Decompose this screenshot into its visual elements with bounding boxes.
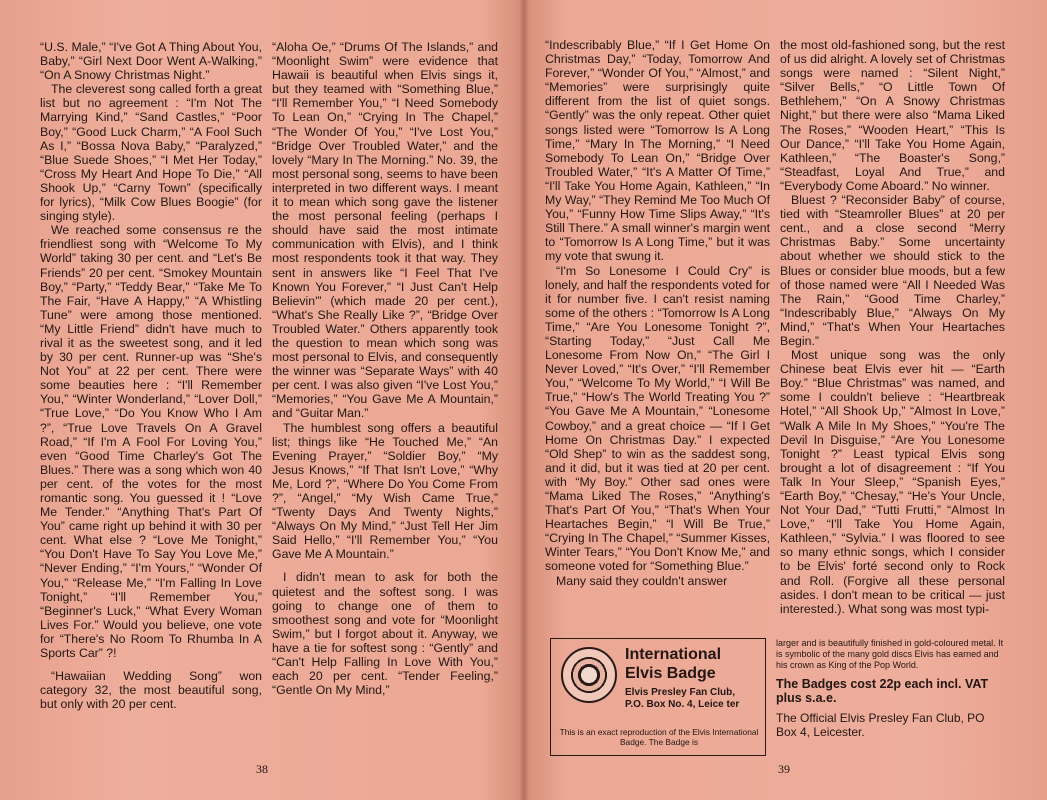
- paragraph: “U.S. Male,” “I've Got A Thing About You, Baby,” “Girl Next Door Went A-Walking,” “On A Snowy Christmas Night.”: [40, 40, 262, 83]
- ad-order-address: The Official Elvis Presley Fan Club, PO Box 4, Leicester.: [776, 711, 985, 739]
- ad-club-line: P.O. Box No. 4, Leice ter: [625, 699, 740, 710]
- page-gutter: [519, 0, 529, 800]
- paragraph: Most unique song was the only Chinese beat Elvis ever hit — “Earth Boy.” “Blue Christmas” was named, and some I couldn't believe : “Heartbreak Hotel,” “All Shook Up,” “Almost In Love,” “Walk A Mile In My Shoes,” “You're The Devil In Disguise,” “Are You Lonesome Tonight ?” Least typical Elvis song brought a lot of disagreement : “If You Talk In Your Sleep,” “Spanish Eyes,” “Earth Boy,” “Chesay,” “He's Your Uncle, Not Your Dad,” “Tutti Frutti,” “Almost In Love,” “I'll Take You Home Again, Kathleen,” “Sylvia.” I was floored to see so many ethnic songs, which I consider to be Elvis' forté second only to Rock and Roll. (Forgive all these personal asides. I don't mean to be critical — just interested.). What song was most typi-: [780, 348, 1005, 616]
- page-number-left: 38: [256, 762, 268, 776]
- left-page-column-2: [272, 40, 498, 760]
- ad-club-line: Elvis Presley Fan Club,: [625, 687, 736, 698]
- badge-emblem-icon: [561, 647, 617, 703]
- badge-advertisement: [550, 638, 766, 756]
- right-page-column-2: [780, 38, 1005, 634]
- paragraph: “Aloha Oe,” “Drums Of The Islands,” and “Moonlight Swim” were evidence that Hawaii is beautiful when Elvis sings it, but they teamed with “Something Blue,” “I'll Remember You,” “I Need Somebody To Lean On,” “Crying In The Chapel,” “The Wonder Of You,” “I've Lost You,” “Bridge Over Troubled Water,” and the lovely “Mary In The Morning.” No. 39, the most personal song, seems to have been interpreted in two different ways. I meant it to mean which song gave the listener the most personal feeling (perhaps I should have said the most intimate communication with Elvis), and I think most respondents took it that way. They sent in answers like “I Feel That I've Known You Forever,” “I Just Can't Help Believin'” (which made 20 per cent.), “What's She Really Like ?”, “Bridge Over Troubled Water.” Others apparently took the question to mean which song was most personal to Elvis, and consequently the winner was “Separate Ways” with 40 per cent. I was also given “I've Lost You,” “Memories,” “You Gave Me A Mountain,” and “Guitar Man.”: [272, 40, 498, 421]
- badge-advertisement-details: [776, 638, 1008, 756]
- paragraph: I didn't mean to ask for both the quietest and the softest song. I was going to change one of them to smoothest song and vote for “Moonlight Swim,” but I forgot about it. Anyway, we have a tie for softest song : “Gently” and “Can't Help Falling In Love With You,” each 20 per cent. “Tender Feeling,” “Gentle On My Mind,”: [272, 570, 498, 698]
- ad-club-address: [625, 687, 761, 711]
- paragraph: The humblest song offers a beautiful list; things like “He Touched Me,” “An Evening Prayer,” “Soldier Boy,” “My Jesus Knows,” “If That Isn't Love,” “Why Me, Lord ?”, “Where Do You Come From ?”, “Angel,” “My Wish Came True,” “Twenty Days And Twenty Nights,” “Always On My Mind,” “Just Tell Her Jim Said Hello,” “I'll Remember You,” “You Gave Me A Mountain.”: [272, 420, 498, 562]
- page-number-right: 39: [778, 762, 790, 776]
- paragraph: Bluest ? “Reconsider Baby” of course, tied with “Steamroller Blues” at 20 per cent., and a close second “Merry Christmas Baby.” Some uncertainty about whether we should stick to the Blues or consider blue moods, but a few of those named were “All I Needed Was The Rain,” “Good Time Charley,” “Indescribably Blue,” “Always On My Mind,” “That's When Your Heartaches Begin.”: [780, 193, 1005, 348]
- paragraph: the most old-fashioned song, but the rest of us did alright. A lovely set of Christmas songs were named : “Silent Night,” “Silver Bells,” “O Little Town Of Bethlehem,” “On A Snowy Christmas Night,” but there were also “Mama Liked The Roses,” “Wooden Heart,” “This Is Our Dance,” “I'll Take You Home Again, Kathleen,” “The Boaster's Song,” “Steadfast, Loyal And True,” and “Everybody Come Aboard.” No winner.: [780, 38, 1005, 193]
- paragraph: The cleverest song called forth a great list but no agreement : “I'm Not The Marrying Kind,” “Sand Castles,” “Poor Boy,” “Good Luck Charm,” “A Fool Such As I,” “Bossa Nova Baby,” “Paralyzed,” “Blue Suede Shoes,” “I Met Her Today,” “Cross My Heart And Hope To Die,” “All Shook Up,” “Carny Town” (specifically for lyrics), “Milk Cow Blues Boogie” (for singing style).: [40, 82, 262, 224]
- ad-caption: This is an exact reproduction of the Elvis International Badge. The Badge is: [559, 727, 759, 747]
- ad-price: The Badges cost 22p each incl. VAT plus s.a.e.: [776, 677, 989, 705]
- left-page-column-1: [40, 40, 262, 760]
- paragraph: We reached some consensus re the friendliest song with “Welcome To My World” taking 30 per cent. and “Let's Be Friends” 20 per cent. “Smokey Mountain Boy,” “Party,” “Teddy Bear,” “Take Me To The Fair, “Have A Happy,” “A Whistling Tune” were among those mentioned. “My Little Friend” didn't have much to rival it as the sweetest song, and it led by 30 per cent. Runner-up was “She's Not You” at 22 per cent. There were some beauties here : “I'll Remember You,” “Winter Wonderland,” “Lover Doll,” “True Love,” “Do You Know Who I Am ?”, “True Love Travels On A Gravel Road,” “If I'm A Fool For Loving You,” even “Good Time Charley's Got The Blues.” There was a song which won 40 per cent. of the votes for the most romantic song. You guessed it ! “Love Me Tender.” “Anything That's Part Of You” came right up behind it with 30 per cent. What else ? “Love Me Tonight,” “You Don't Have To Say You Love Me,” “Never Ending,” “I'm Yours,” “Wonder Of You,” “Release Me,” “I'm Falling In Love Tonight,” “I'll Remember You,” “Beginner's Luck,” “What Every Woman Lives For.” Would you believe, one vote for “There's No Room To Rhumba In A Sports Car” ?!: [40, 223, 262, 661]
- right-page-column-1: [545, 38, 770, 634]
- paragraph: Many said they couldn't answer: [556, 573, 728, 588]
- ad-description: larger and is beautifully finished in gold-coloured metal. It is symbolic of the many gold discs Elvis has earned and his crown as King of the Pop World.: [776, 638, 1004, 670]
- paragraph: “I'm So Lonesome I Could Cry” is lonely, and half the respondents voted for it for number five. I can't resist naming some of the others : “Tomorrow Is A Long Time,” “Are You Lonesome Tonight ?”, “Starting Today,” “Just Call Me Lonesome From Now On,” “The Girl I Never Loved,” “It's Over,” “I'll Remember You,” “Welcome To My World,” “I Will Be True,” “How's The World Treating You ?” “You Gave Me A Mountain,” “Lonesome Cowboy,” and a great choice — “If I Get Home On Christmas Day.” I expected “Old Shep” to win as the saddest song, and it did, but it was tied at 20 per cent. with “My Boy.” Other sad ones were “Mama Liked The Roses,” “Anything's That's Part Of You,” “That's When Your Heartaches Begin,” “I Will Be True,” “Crying In The Chapel,” “Summer Kisses, Winter Tears,” “You Don't Know Me,” and someone voted for “Something Blue.”: [545, 263, 770, 574]
- ad-title: International Elvis Badge: [625, 646, 722, 682]
- paragraph: “Indescribably Blue,” “If I Get Home On Christmas Day,” “Today, Tomorrow And Forever,” “Wonder Of You,” “Almost,” and “Memories” were surprisingly quite different from the list of quiet songs. “Gently” was the only repeat. Other quiet songs listed were “Tomorrow Is A Long Time,” “Mary In The Morning,” “I Need Somebody To Lean On,” “Bridge Over Troubled Water,” “It's A Matter Of Time,” “I'll Take You Home Again, Kathleen,” “In My Way,” “They Remind Me Too Much Of You,” “Funny How Time Slips Away,” “It's Still There.” A small winner's margin went to “Tomorrow Is A Long Time,” but it was my vote that swung it.: [545, 38, 770, 264]
- paragraph: “Hawaiian Wedding Song” won category 32, the most beautiful song, but only with 20 per cent.: [40, 669, 262, 712]
